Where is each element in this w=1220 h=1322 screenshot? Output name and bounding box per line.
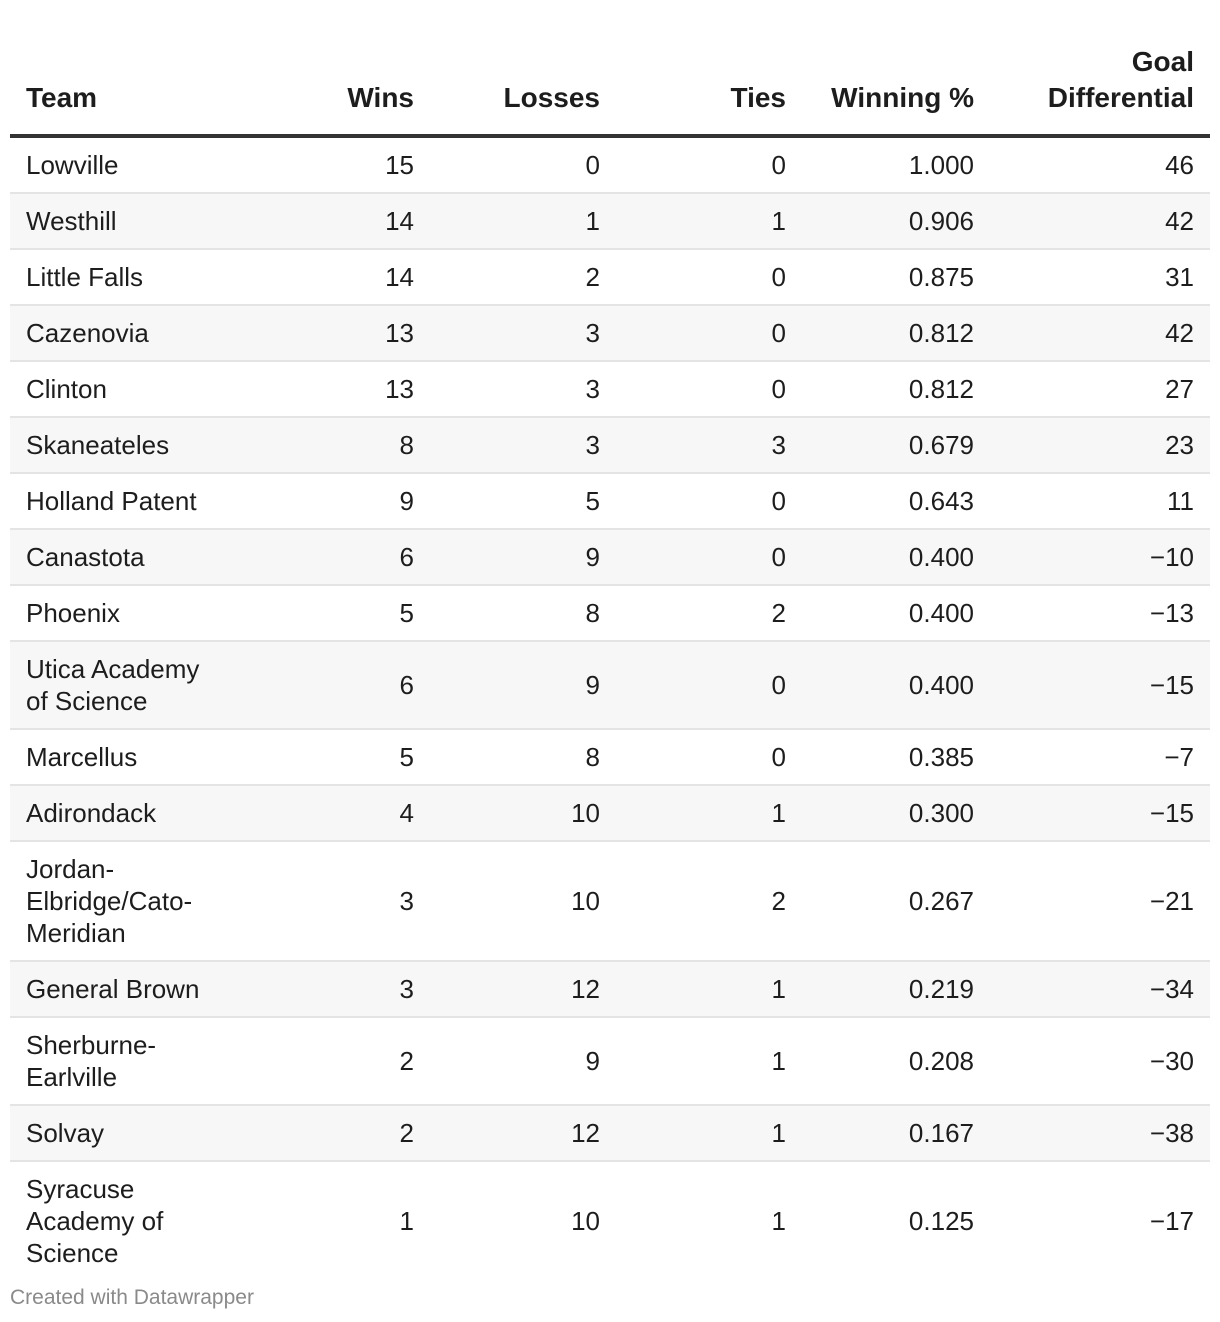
ties-cell: 0 [616, 361, 802, 417]
winning-pct-cell: 0.267 [802, 841, 990, 961]
goal-differential-cell: −15 [990, 641, 1210, 729]
column-header-losses: Losses [430, 44, 616, 136]
losses-cell: 5 [430, 473, 616, 529]
wins-cell: 4 [242, 785, 430, 841]
wins-cell: 14 [242, 193, 430, 249]
table-row [10, 1161, 1210, 1280]
ties-cell: 0 [616, 473, 802, 529]
team-cell: Westhill [10, 193, 242, 249]
ties-cell: 1 [616, 1017, 802, 1105]
losses-cell: 10 [571, 1206, 600, 1236]
team-cell: Sherburne-Earlville [10, 1017, 242, 1105]
ties-cell: 0 [616, 136, 802, 193]
goal-differential-cell: 42 [990, 305, 1210, 361]
losses-cell: 2 [430, 249, 616, 305]
winning-pct-cell: 0.167 [802, 1105, 990, 1161]
table-row [10, 305, 1210, 361]
losses-cell: 9 [430, 1017, 616, 1105]
wins-cell: 6 [242, 641, 430, 729]
team-cell: General Brown [10, 961, 242, 1017]
table-row [10, 417, 1210, 473]
goal-differential-cell: −21 [990, 841, 1210, 961]
ties-cell: 3 [616, 417, 802, 473]
winning-pct-cell: 0.219 [802, 961, 990, 1017]
column-header-goal-differential: Goal Differential [990, 44, 1210, 136]
table-row [10, 961, 1210, 1017]
wins-cell: 6 [242, 529, 430, 585]
losses-cell: 3 [430, 417, 616, 473]
table-row [10, 585, 1210, 641]
team-cell: Clinton [10, 361, 242, 417]
ties-cell: 1 [616, 1105, 802, 1161]
wins-cell: 2 [242, 1017, 430, 1105]
goal-differential-cell: 42 [990, 193, 1210, 249]
goal-differential-cell: 46 [990, 136, 1210, 193]
winning-pct-cell: 0.906 [802, 193, 990, 249]
team-cell: Canastota [10, 529, 242, 585]
wins-cell: 1 [399, 1206, 414, 1236]
table-row [10, 249, 1210, 305]
wins-cell: 13 [242, 305, 430, 361]
goal-differential-cell: −7 [990, 729, 1210, 785]
goal-differential-cell: 11 [990, 473, 1210, 529]
table-row [10, 641, 1210, 729]
team-cell: Marcellus [10, 729, 242, 785]
team-cell: Little Falls [10, 249, 242, 305]
losses-cell: 1 [430, 193, 616, 249]
winning-pct-cell: 0.400 [802, 585, 990, 641]
goal-differential-cell: −13 [990, 585, 1210, 641]
winning-pct-cell: 0.679 [802, 417, 990, 473]
ties-cell: 2 [616, 841, 802, 961]
table-row [10, 473, 1210, 529]
team-cell: Skaneateles [10, 417, 242, 473]
team-cell: Cazenovia [10, 305, 242, 361]
wins-cell: 3 [242, 961, 430, 1017]
table-row [10, 1105, 1210, 1161]
ties-cell: 0 [616, 729, 802, 785]
losses-cell: 8 [430, 585, 616, 641]
team-cell: Holland Patent [10, 473, 242, 529]
ties-cell: 1 [616, 193, 802, 249]
winning-pct-cell: 0.812 [802, 305, 990, 361]
winning-pct-cell: 0.385 [802, 729, 990, 785]
table-row [10, 361, 1210, 417]
column-header-team: Team [10, 44, 242, 136]
losses-cell: 0 [430, 136, 616, 193]
losses-cell: 10 [430, 785, 616, 841]
ties-cell: 2 [616, 585, 802, 641]
wins-cell: 5 [242, 729, 430, 785]
table-row [10, 529, 1210, 585]
losses-cell: 9 [430, 641, 616, 729]
winning-pct-cell: 0.400 [802, 529, 990, 585]
wins-cell: 3 [242, 841, 430, 961]
team-cell: Adirondack [10, 785, 242, 841]
ties-cell: 1 [616, 785, 802, 841]
winning-pct-cell: 0.812 [802, 361, 990, 417]
wins-cell: 2 [242, 1105, 430, 1161]
standings-table-container [10, 0, 1210, 1280]
losses-cell: 3 [430, 305, 616, 361]
goal-differential-cell: −15 [990, 785, 1210, 841]
goal-differential-cell: −34 [990, 961, 1210, 1017]
goal-differential-cell: −17 [1149, 1206, 1194, 1236]
winning-pct-cell: 0.875 [802, 249, 990, 305]
table-row [10, 841, 1210, 961]
ties-cell: 1 [771, 1206, 786, 1236]
winning-pct-cell: 0.125 [908, 1206, 974, 1236]
team-cell: Solvay [10, 1105, 242, 1161]
table-row [10, 729, 1210, 785]
ties-cell: 0 [616, 249, 802, 305]
wins-cell: 9 [242, 473, 430, 529]
wins-cell: 8 [242, 417, 430, 473]
goal-differential-cell: −10 [990, 529, 1210, 585]
table-body [10, 136, 1210, 1280]
ties-cell: 0 [616, 641, 802, 729]
wins-cell: 5 [242, 585, 430, 641]
wins-cell: 15 [242, 136, 430, 193]
header-row [10, 44, 1210, 136]
ties-cell: 0 [616, 305, 802, 361]
datawrapper-credit: Created with Datawrapper [10, 1286, 254, 1309]
losses-cell: 9 [430, 529, 616, 585]
team-cell: Phoenix [10, 585, 242, 641]
ties-cell: 0 [616, 529, 802, 585]
goal-differential-cell: −38 [990, 1105, 1210, 1161]
losses-cell: 8 [430, 729, 616, 785]
wins-cell: 14 [242, 249, 430, 305]
team-cell: Utica Academy of Science [10, 641, 242, 729]
winning-pct-cell: 0.300 [802, 785, 990, 841]
team-cell: Jordan-Elbridge/Cato-Meridian [10, 841, 242, 961]
losses-cell: 10 [430, 841, 616, 961]
team-cell: Syracuse Academy of Science [26, 1174, 164, 1268]
team-cell: Lowville [10, 136, 242, 193]
losses-cell: 3 [430, 361, 616, 417]
table-row [10, 1017, 1210, 1105]
goal-differential-cell: −30 [990, 1017, 1210, 1105]
wins-cell: 13 [242, 361, 430, 417]
goal-differential-cell: 27 [990, 361, 1210, 417]
ties-cell: 1 [616, 961, 802, 1017]
winning-pct-cell: 0.643 [802, 473, 990, 529]
standings-table [10, 44, 1210, 1280]
column-header-wins: Wins [242, 44, 430, 136]
table-row [10, 193, 1210, 249]
winning-pct-cell: 0.400 [802, 641, 990, 729]
winning-pct-cell: 0.208 [802, 1017, 990, 1105]
goal-differential-cell: 23 [990, 417, 1210, 473]
goal-differential-cell: 31 [990, 249, 1210, 305]
losses-cell: 12 [430, 961, 616, 1017]
column-header-ties: Ties [616, 44, 802, 136]
losses-cell: 12 [430, 1105, 616, 1161]
winning-pct-cell: 1.000 [802, 136, 990, 193]
table-row [10, 785, 1210, 841]
table-row [10, 136, 1210, 193]
column-header-winning-pct: Winning % [802, 44, 990, 136]
